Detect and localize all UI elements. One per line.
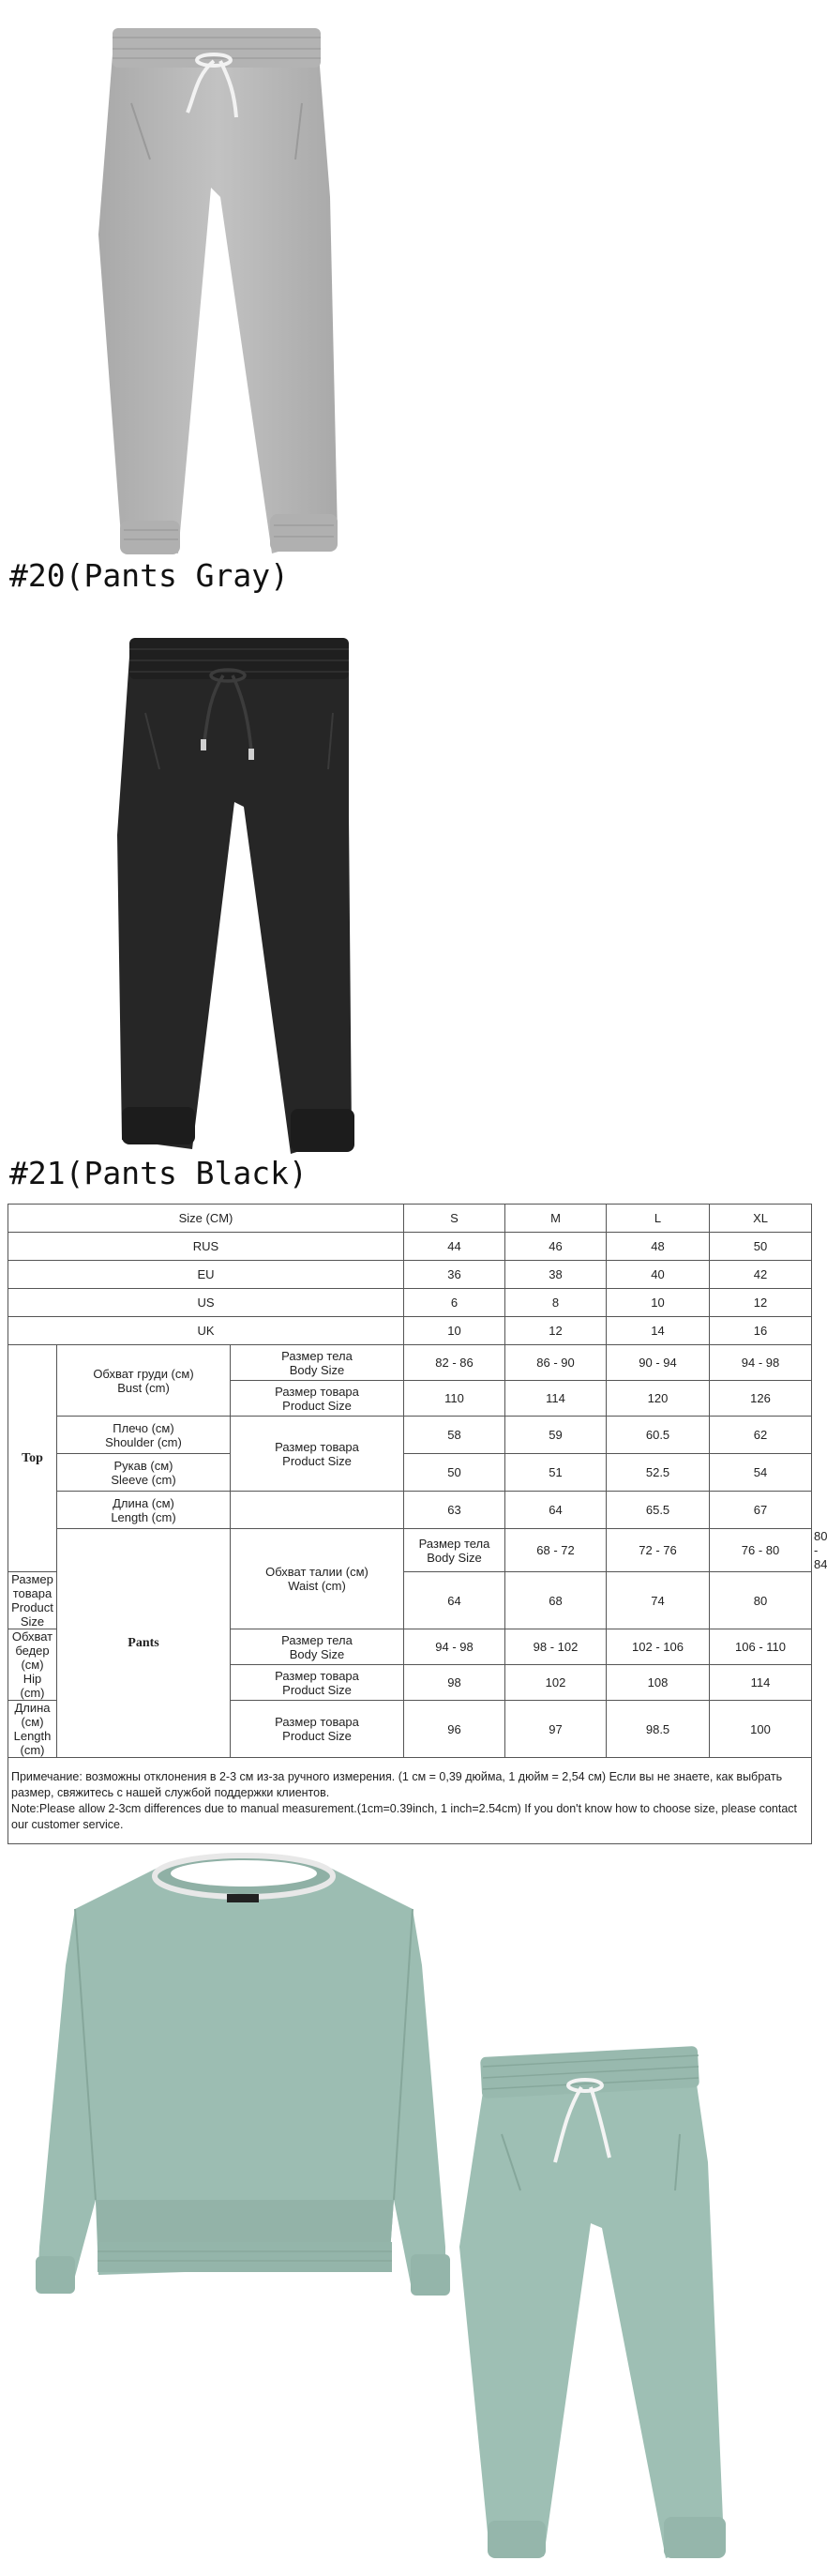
table-row-top-length: Длина (см) Length (cm) 63 64 65.5 67	[8, 1492, 812, 1529]
mint-sweatshirt	[36, 1856, 450, 2296]
top-group-label: Top	[8, 1345, 57, 1572]
table-row-waist-product: Размер товара Product Size 64 68 74 80	[8, 1572, 812, 1629]
note-english: Note:Please allow 2-3cm differences due to manual measurement.(1cm=0.39inch, 1 inch=2.54cm) If you don't know how to choose size, please contact our customer service.	[11, 1801, 798, 1831]
table-row-hip-body: Обхват бедер (см) Hip (cm) Размер тела Body Size 94 - 98 98 - 102 102 - 106 106 - 110	[8, 1629, 812, 1665]
pants-group-label: Pants	[57, 1529, 231, 1758]
table-note-row	[8, 1758, 812, 1844]
table-row-rus: RUS 44 46 48 50	[8, 1233, 812, 1261]
table-row-shoulder: Плечо (см) Shoulder (cm) Размер товара Product Size 58 59 60.5 62	[8, 1417, 812, 1454]
left-cuff	[36, 2256, 75, 2294]
table-row-hip-product: Размер товара Product Size 98 102 108 114	[8, 1665, 812, 1701]
mint-set-photo	[19, 1853, 806, 2575]
gray-pants-caption: #20(Pants Gray)	[9, 557, 290, 594]
gray-cuff-right	[270, 514, 338, 552]
mint-pants	[459, 2046, 726, 2558]
gray-cuff-left	[120, 521, 180, 554]
table-row-waist-body: Pants Обхват талии (см) Waist (cm) Размер тела Body Size 68 - 72 72 - 76 76 - 80 80 - 84	[8, 1529, 812, 1572]
gray-pants-body	[98, 54, 338, 553]
black-waistband	[129, 638, 349, 679]
black-cuff-right	[291, 1109, 354, 1152]
gray-pants-photo	[56, 0, 356, 563]
sweatshirt-hem	[98, 2242, 392, 2272]
table-row-us: US 6 8 10 12	[8, 1289, 812, 1317]
note-russian: Примечание: возможны отклонения в 2-3 см из-за ручного измерения. (1 см = 0,39 дюйма, 1 дюйм = 2,54 см) Если вы не знаете, как выбрать размер, свяжитесь с нашей службой поддержки клиентов.	[11, 1769, 783, 1799]
table-row-pants-length: Длина (см) Length (cm) Размер товара Product Size 96 97 98.5 100	[8, 1701, 812, 1758]
right-cuff	[411, 2254, 450, 2296]
black-pants-caption: #21(Pants Black)	[9, 1155, 308, 1191]
mint-cuff-right	[664, 2517, 726, 2558]
black-pants-photo	[103, 629, 375, 1163]
size-cm-header: Size (CM)	[8, 1205, 404, 1233]
table-row-bust-body: Top Обхват груди (см) Bust (cm) Размер тела Body Size 82 - 86 86 - 90 90 - 94 94 - 98	[8, 1345, 812, 1381]
gray-waistband	[113, 28, 321, 68]
size-chart-table	[8, 1204, 827, 1844]
table-row-bust-product: Размер товара Product Size 110 114 120 126	[8, 1381, 812, 1417]
table-row-uk: UK 10 12 14 16	[8, 1317, 812, 1345]
table-row-eu: EU 36 38 40 42	[8, 1261, 812, 1289]
mint-cuff-left	[488, 2521, 546, 2558]
table-row-sleeve: Рукав (см) Sleeve (cm) 50 51 52.5 54	[8, 1454, 812, 1492]
brand-label-icon	[227, 1894, 259, 1902]
black-cuff-left	[122, 1107, 195, 1144]
table-header-row: Size (CM) S M L XL	[8, 1205, 812, 1233]
black-pants-body	[117, 657, 352, 1154]
